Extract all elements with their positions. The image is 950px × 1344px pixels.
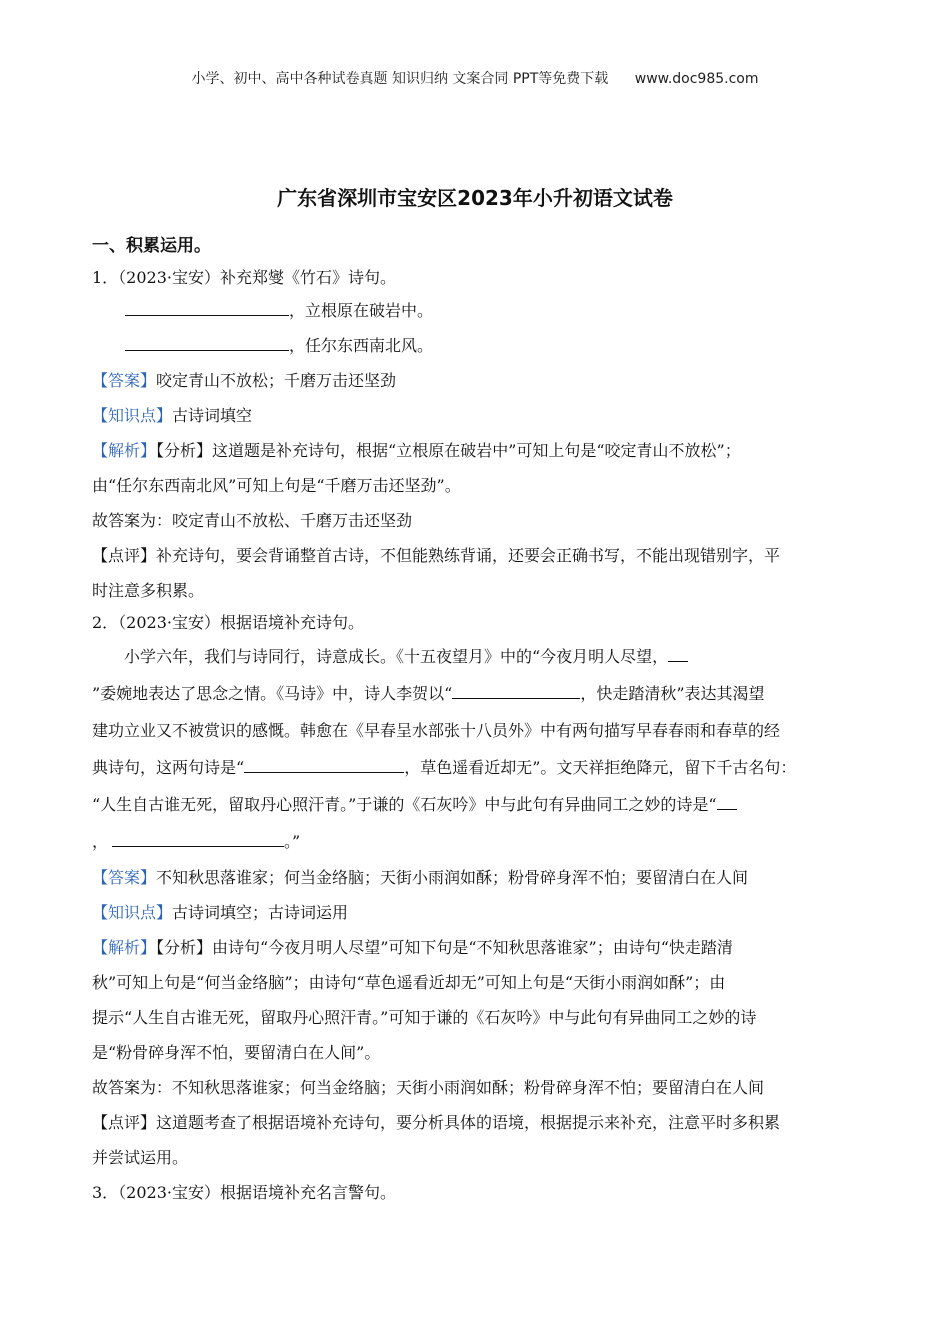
answer-blank[interactable] [112,832,284,847]
answer-blank[interactable] [668,647,688,662]
answer-row: 【答案】咬定青山不放松；千磨万击还坚劲 [92,371,397,390]
answer-tag: 【答案】 [92,371,157,390]
comment-row-cont: 并尝试运用。 [92,1148,189,1167]
analysis-row-cont: 提示“人生自古谁无死，留取丹心照汗青。”可知于谦的《石灰吟》中与此句有异曲同工之妙的诗 [92,1008,757,1027]
analysis-row-cont: 是“粉骨碎身浑不怕，要留清白在人间”。 [92,1043,381,1062]
answer-blank[interactable] [717,795,737,810]
analysis-row-cont: 由“任尔东西南北风”可知上句是“千磨万击还坚劲”。 [92,476,461,495]
knowledge-tag: 【知识点】 [92,903,173,922]
analysis-row: 【解析】【分析】由诗句“今夜月明人尽望”可知下句是“不知秋思落谁家”；由诗句“快走踏清 [92,938,733,957]
analysis-row: 【解析】【分析】这道题是补充诗句，根据“立根原在破岩中”可知上句是“咬定青山不放松”； [92,441,741,460]
analysis-row-cont: 秋”可知上句是“何当金络脑”；由诗句“草色遥看近却无”可知上句是“天街小雨润如酥”；由 [92,973,726,992]
answer-blank[interactable] [125,336,289,351]
header-url[interactable]: www.doc985.com [634,71,759,87]
answer-blank[interactable] [452,684,580,699]
comment-row: 【点评】补充诗句，要会背诵整首古诗，不但能熟练背诵，还要会正确书写，不能出现错别字，平 [92,546,781,565]
question-3 [92,1175,862,1210]
question-1 [92,263,862,608]
conclusion-row: 故答案为：不知秋思落谁家；何当金络脑；天街小雨润如酥；粉骨碎身浑不怕；要留清白在人间 [92,1078,765,1097]
question-stem: 2．（2023·宝安）根据语境补充诗句。 [92,613,364,632]
header-text: 小学、初中、高中各种试卷真题 知识归纳 文案合同 PPT等免费下载 [191,71,609,87]
context-passage: 小学六年，我们与诗同行，诗意成长。《十五夜望月》中的“今夜月明人尽望， ”委婉地表达了思念之情。《马诗》中，诗人李贺以“ ，快走踏清秋”表达其渴望 建功立业又不被赏识的感慨。韩愈在《早春呈水部张十八员外》中有两句描写早春春雨和春草的经 典诗句，这两句诗是“ ，草色遥看近却无”。文天祥拒绝降元，留下千古名句： “人生自古谁无死，留取丹心照汗青。”于谦的《石灰吟》中与此句有异曲同工之妙的诗是“ ， 。” [92,647,797,851]
comment-tag: 【点评】 [92,1113,157,1132]
knowledge-row: 【知识点】古诗词填空；古诗词运用 [92,903,349,922]
analysis-tag: 【解析】 [92,441,157,460]
comment-tag: 【点评】 [92,546,157,565]
answer-tag: 【答案】 [92,868,157,887]
page-header [0,68,950,88]
question-stem: 1．（2023·宝安）补充郑燮《竹石》诗句。 [92,268,396,287]
question-2 [92,608,862,1175]
fill-line: ，任尔东西南北风。 [92,328,862,363]
conclusion-row: 故答案为：咬定青山不放松、千磨万击还坚劲 [92,511,413,530]
question-stem: 3．（2023·宝安）根据语境补充名言警句。 [92,1183,396,1202]
comment-row-cont: 时注意多积累。 [92,581,205,600]
knowledge-tag: 【知识点】 [92,406,173,425]
answer-blank[interactable] [244,758,404,773]
page-title: 广东省深圳市宝安区2023年小升初语文试卷 [277,186,673,210]
section-heading: 一、积累运用。 [92,236,211,256]
analysis-tag: 【解析】 [92,938,157,957]
comment-row: 【点评】这道题考查了根据语境补充诗句，要分析具体的语境，根据提示来补充，注意平时多积累 [92,1113,781,1132]
answer-row: 【答案】不知秋思落谁家；何当金络脑；天街小雨润如酥；粉骨碎身浑不怕；要留清白在人间 [92,868,749,887]
document-body [92,233,862,1210]
answer-blank[interactable] [125,301,289,316]
fill-line: ，立根原在破岩中。 [92,293,862,328]
knowledge-row: 【知识点】古诗词填空 [92,406,253,425]
